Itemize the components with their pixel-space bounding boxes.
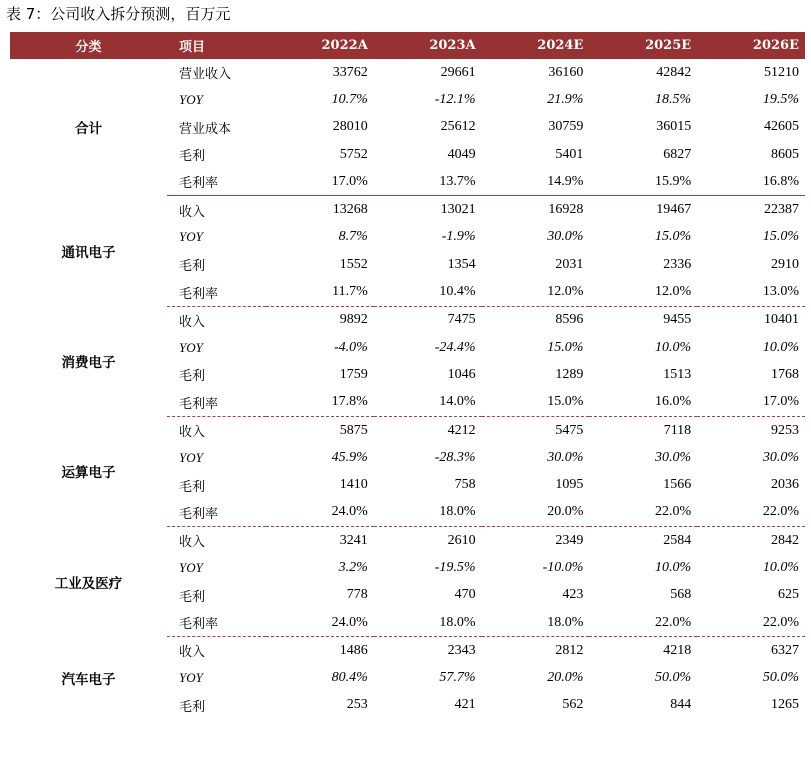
value-cell: 1486 xyxy=(339,642,368,658)
value-cell: 1354 xyxy=(447,256,476,272)
header-row xyxy=(10,32,805,59)
value-cell: 3241 xyxy=(339,532,368,548)
item-label: 毛利率 xyxy=(167,278,266,306)
category-cell: 工业及医疗 xyxy=(54,575,123,592)
value-cell: 10.4% xyxy=(374,278,482,306)
item-label: 收入 xyxy=(179,425,206,440)
item-label: 收入 xyxy=(179,535,206,551)
value-cell: 57.7% xyxy=(439,670,476,686)
header-category: 分类 xyxy=(10,32,167,59)
value-cell: 3.2% xyxy=(338,559,368,575)
value-cell: 4049 xyxy=(447,146,476,162)
value-cell: 18.0% xyxy=(374,499,482,527)
item-label: 毛利率 xyxy=(167,389,266,417)
table-row xyxy=(10,637,805,665)
value-cell: 470 xyxy=(454,587,476,603)
item-label: YOY xyxy=(179,449,203,465)
item-label: 毛利 xyxy=(179,259,206,275)
value-cell: 18.5% xyxy=(655,91,692,107)
value-cell: 13.7% xyxy=(374,168,482,196)
value-cell: 30.0% xyxy=(547,229,584,245)
value-cell: 22.0% xyxy=(697,609,805,637)
value-cell: 80.4% xyxy=(331,670,368,686)
value-cell: 4212 xyxy=(447,422,476,438)
item-label: 收入 xyxy=(179,314,206,330)
value-cell: -12.1% xyxy=(434,91,476,107)
value-cell: 12.0% xyxy=(482,278,590,306)
value-cell: 5475 xyxy=(555,422,584,438)
value-cell: 7118 xyxy=(663,422,692,438)
value-cell: 15.0% xyxy=(762,229,799,245)
value-cell: -10.0% xyxy=(542,559,584,575)
value-cell: 42605 xyxy=(764,119,799,135)
value-cell: 15.0% xyxy=(547,339,584,355)
value-cell: 20.0% xyxy=(482,499,590,527)
item-label: 毛利 xyxy=(179,479,206,495)
header-year: 2022A xyxy=(266,32,374,59)
value-cell: 16.0% xyxy=(589,389,697,417)
value-cell: -24.4% xyxy=(434,339,476,355)
value-cell: 36160 xyxy=(548,64,584,80)
value-cell: 30759 xyxy=(548,119,584,135)
table-row xyxy=(10,416,805,444)
item-label: 毛利 xyxy=(179,589,206,605)
value-cell: 1552 xyxy=(339,256,368,272)
value-cell: -28.3% xyxy=(434,449,476,465)
value-cell: 568 xyxy=(670,587,692,603)
value-cell: 19467 xyxy=(656,202,692,218)
value-cell: 28010 xyxy=(332,119,368,135)
header-year: 2026E xyxy=(697,32,805,59)
value-cell: 25612 xyxy=(440,119,476,135)
value-cell: -19.5% xyxy=(434,559,476,575)
value-cell: 5875 xyxy=(339,422,368,438)
value-cell: 8596 xyxy=(555,312,584,328)
item-label: 毛利 xyxy=(179,699,206,715)
item-label: 营业收入 xyxy=(179,67,232,83)
value-cell: 29661 xyxy=(440,64,476,80)
item-label: 毛利率 xyxy=(167,499,266,527)
item-label: YOY xyxy=(179,339,203,355)
value-cell: 22387 xyxy=(764,202,799,218)
item-label: YOY xyxy=(179,559,203,575)
value-cell: 22.0% xyxy=(589,609,697,637)
item-label: 收入 xyxy=(179,204,206,220)
value-cell: 2812 xyxy=(555,642,584,658)
table-row xyxy=(10,196,805,224)
value-cell: 1759 xyxy=(339,366,368,382)
value-cell: 1513 xyxy=(663,366,692,382)
value-cell: 30.0% xyxy=(547,449,584,465)
table-header xyxy=(10,32,805,59)
value-cell: 2910 xyxy=(771,256,799,272)
value-cell: 15.9% xyxy=(589,168,697,196)
value-cell: 8605 xyxy=(771,146,799,162)
value-cell: 7475 xyxy=(447,312,476,328)
value-cell: 9892 xyxy=(339,312,368,328)
value-cell: -1.9% xyxy=(441,229,476,245)
value-cell: 14.0% xyxy=(374,389,482,417)
value-cell: 17.0% xyxy=(266,168,374,196)
value-cell: 15.0% xyxy=(482,389,590,417)
value-cell: 253 xyxy=(346,697,368,713)
value-cell: 45.9% xyxy=(331,449,368,465)
value-cell: 10401 xyxy=(764,312,799,328)
value-cell: 2036 xyxy=(771,477,799,493)
value-cell: 24.0% xyxy=(266,499,374,527)
value-cell: 9253 xyxy=(771,422,799,438)
value-cell: 1410 xyxy=(339,477,368,493)
value-cell: 51210 xyxy=(764,64,799,80)
value-cell: 12.0% xyxy=(589,278,697,306)
category-cell: 汽车电子 xyxy=(61,671,116,688)
value-cell: 50.0% xyxy=(762,670,799,686)
value-cell: 758 xyxy=(454,477,476,493)
value-cell: 9455 xyxy=(663,312,692,328)
value-cell: 10.0% xyxy=(655,339,692,355)
value-cell: 33762 xyxy=(332,64,368,80)
table-row xyxy=(10,527,805,555)
item-label: YOY xyxy=(179,229,203,245)
item-label: 营业成本 xyxy=(179,121,232,137)
value-cell: 18.0% xyxy=(482,609,590,637)
value-cell: 50.0% xyxy=(655,670,692,686)
header-item: 项目 xyxy=(167,32,266,59)
value-cell: 10.0% xyxy=(655,559,692,575)
value-cell: 2336 xyxy=(663,256,692,272)
value-cell: 8.7% xyxy=(338,229,368,245)
value-cell: 14.9% xyxy=(482,168,590,196)
value-cell: 2610 xyxy=(447,532,476,548)
value-cell: 10.7% xyxy=(331,91,368,107)
value-cell: 4218 xyxy=(663,642,692,658)
value-cell: 1265 xyxy=(771,697,799,713)
item-label: 毛利 xyxy=(179,149,206,165)
table-row xyxy=(10,306,805,334)
value-cell: 421 xyxy=(454,697,476,713)
category-cell: 消费电子 xyxy=(61,355,116,372)
value-cell: 22.0% xyxy=(697,499,805,527)
value-cell: 24.0% xyxy=(266,609,374,637)
value-cell: 2349 xyxy=(555,532,584,548)
revenue-split-table xyxy=(10,32,805,719)
item-label: 收入 xyxy=(179,645,206,661)
value-cell: 778 xyxy=(346,587,368,603)
value-cell: 16928 xyxy=(548,202,584,218)
item-label: 毛利率 xyxy=(167,609,266,637)
value-cell: 10.0% xyxy=(762,339,799,355)
value-cell: 844 xyxy=(670,697,692,713)
value-cell: 625 xyxy=(778,587,799,603)
value-cell: 18.0% xyxy=(374,609,482,637)
value-cell: 30.0% xyxy=(762,449,799,465)
item-label: YOY xyxy=(179,670,203,686)
value-cell: 5401 xyxy=(555,146,584,162)
value-cell: 6327 xyxy=(771,642,799,658)
value-cell: 1289 xyxy=(555,366,584,382)
item-label: 毛利率 xyxy=(167,168,266,196)
value-cell: -4.0% xyxy=(333,339,368,355)
value-cell: 562 xyxy=(562,697,584,713)
table-body xyxy=(10,59,805,719)
value-cell: 42842 xyxy=(656,64,692,80)
value-cell: 10.0% xyxy=(762,559,799,575)
value-cell: 13.0% xyxy=(697,278,805,306)
value-cell: 30.0% xyxy=(655,449,692,465)
category-cell: 通讯电子 xyxy=(61,245,116,262)
value-cell: 2584 xyxy=(663,532,692,548)
value-cell: 16.8% xyxy=(697,168,805,196)
value-cell: 17.8% xyxy=(266,389,374,417)
value-cell: 21.9% xyxy=(547,91,584,107)
value-cell: 423 xyxy=(562,587,584,603)
value-cell: 36015 xyxy=(656,119,692,135)
header-year: 2023A xyxy=(374,32,482,59)
item-label: 毛利 xyxy=(179,369,206,385)
page-title: 表 7：公司收入拆分预测，百万元 xyxy=(6,5,231,23)
value-cell: 15.0% xyxy=(655,229,692,245)
item-label: YOY xyxy=(179,91,203,107)
value-cell: 13021 xyxy=(440,202,476,218)
value-cell: 1095 xyxy=(555,477,584,493)
value-cell: 19.5% xyxy=(762,91,799,107)
value-cell: 11.7% xyxy=(266,278,374,306)
value-cell: 2842 xyxy=(771,532,799,548)
header-year: 2024E xyxy=(482,32,590,59)
header-year: 2025E xyxy=(589,32,697,59)
value-cell: 13268 xyxy=(332,202,368,218)
value-cell: 17.0% xyxy=(697,389,805,417)
value-cell: 1768 xyxy=(771,366,799,382)
value-cell: 5752 xyxy=(339,146,368,162)
value-cell: 2031 xyxy=(555,256,584,272)
table-row xyxy=(10,59,805,86)
value-cell: 6827 xyxy=(663,146,692,162)
value-cell: 2343 xyxy=(447,642,476,658)
value-cell: 22.0% xyxy=(589,499,697,527)
value-cell: 20.0% xyxy=(547,670,584,686)
value-cell: 1046 xyxy=(447,366,476,382)
category-cell: 合计 xyxy=(75,121,102,138)
category-cell: 运算电子 xyxy=(61,465,116,482)
value-cell: 1566 xyxy=(663,477,692,493)
